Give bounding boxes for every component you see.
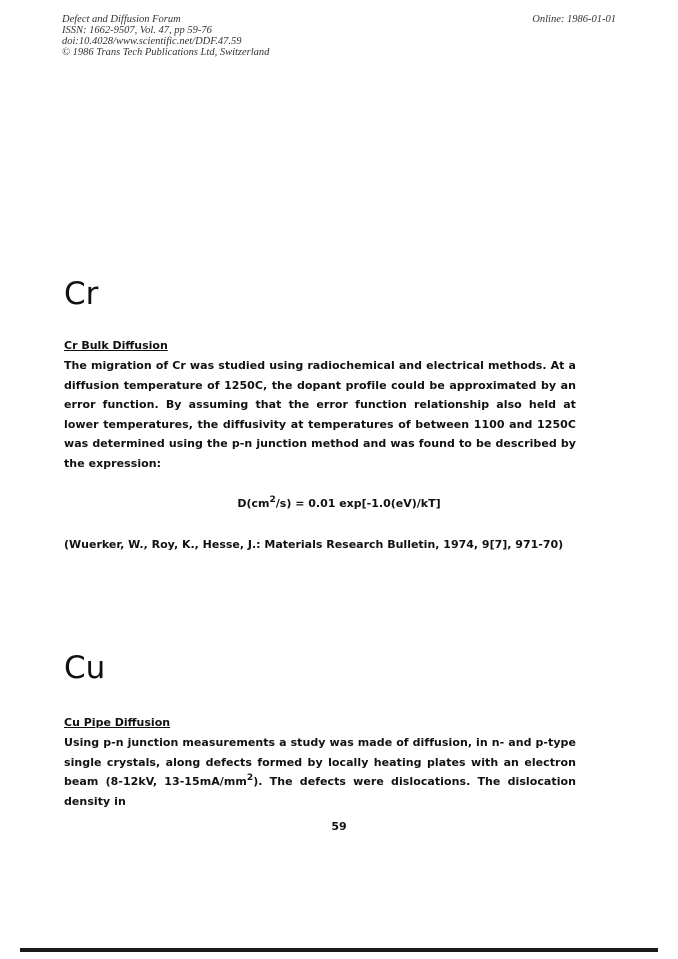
journal-title: Defect and Diffusion Forum — [62, 14, 181, 25]
issn-line: ISSN: 1662-9507, Vol. 47, pp 59-76 — [62, 25, 212, 36]
section-heading-cu: Cu — [64, 650, 106, 686]
diffusivity-equation — [0, 493, 678, 515]
footer-rule — [20, 948, 658, 952]
paragraph-cu-text: Using p-n junction measurements a study was made of diffusion, in n- and p-type single crystals, along defects formed by locally heating plates with an electron beam (8-12kV, 13-15mA/mm — [64, 736, 576, 789]
online-date: Online: 1986-01-01 — [532, 14, 616, 25]
equation-rhs: /s) = 0.01 exp[-1.0(eV)/kT] — [275, 497, 441, 510]
paragraph-cu — [64, 733, 576, 811]
paragraph-cu-text-continued: ). The defects were dislocations. The dislocation density in — [64, 775, 577, 808]
journal-header — [62, 14, 422, 58]
doi-line[interactable]: doi:10.4028/www.scientific.net/DDF.47.59 — [62, 36, 242, 47]
copyright-line: © 1986 Trans Tech Publications Ltd, Switzerland — [62, 47, 270, 58]
subheading-cu-pipe-diffusion: Cu Pipe Diffusion — [64, 716, 171, 729]
paragraph-cr: The migration of Cr was studied using radiochemical and electrical methods. At a diffusion temperature of 1250C, the dopant profile could be approximated by an error function. By assuming that the error function relationship also held at lower temperatures, the diffusivity at temperatures of between 1100 and 1250C was determined using the p-n junction method and was found to be described by the expression: — [64, 359, 576, 470]
subheading-cr-bulk-diffusion: Cr Bulk Diffusion — [64, 339, 168, 352]
page-number: 59 — [331, 820, 347, 833]
paragraph-cu-superscript: 2 — [246, 773, 254, 784]
equation-lhs: D(cm — [237, 497, 270, 510]
reference-cr: (Wuerker, W., Roy, K., Hesse, J.: Materials Research Bulletin, 1974, 9[7], 971-70) — [64, 538, 564, 551]
equation-exponent: 2 — [269, 495, 276, 505]
section-heading-cr: Cr — [64, 276, 99, 312]
